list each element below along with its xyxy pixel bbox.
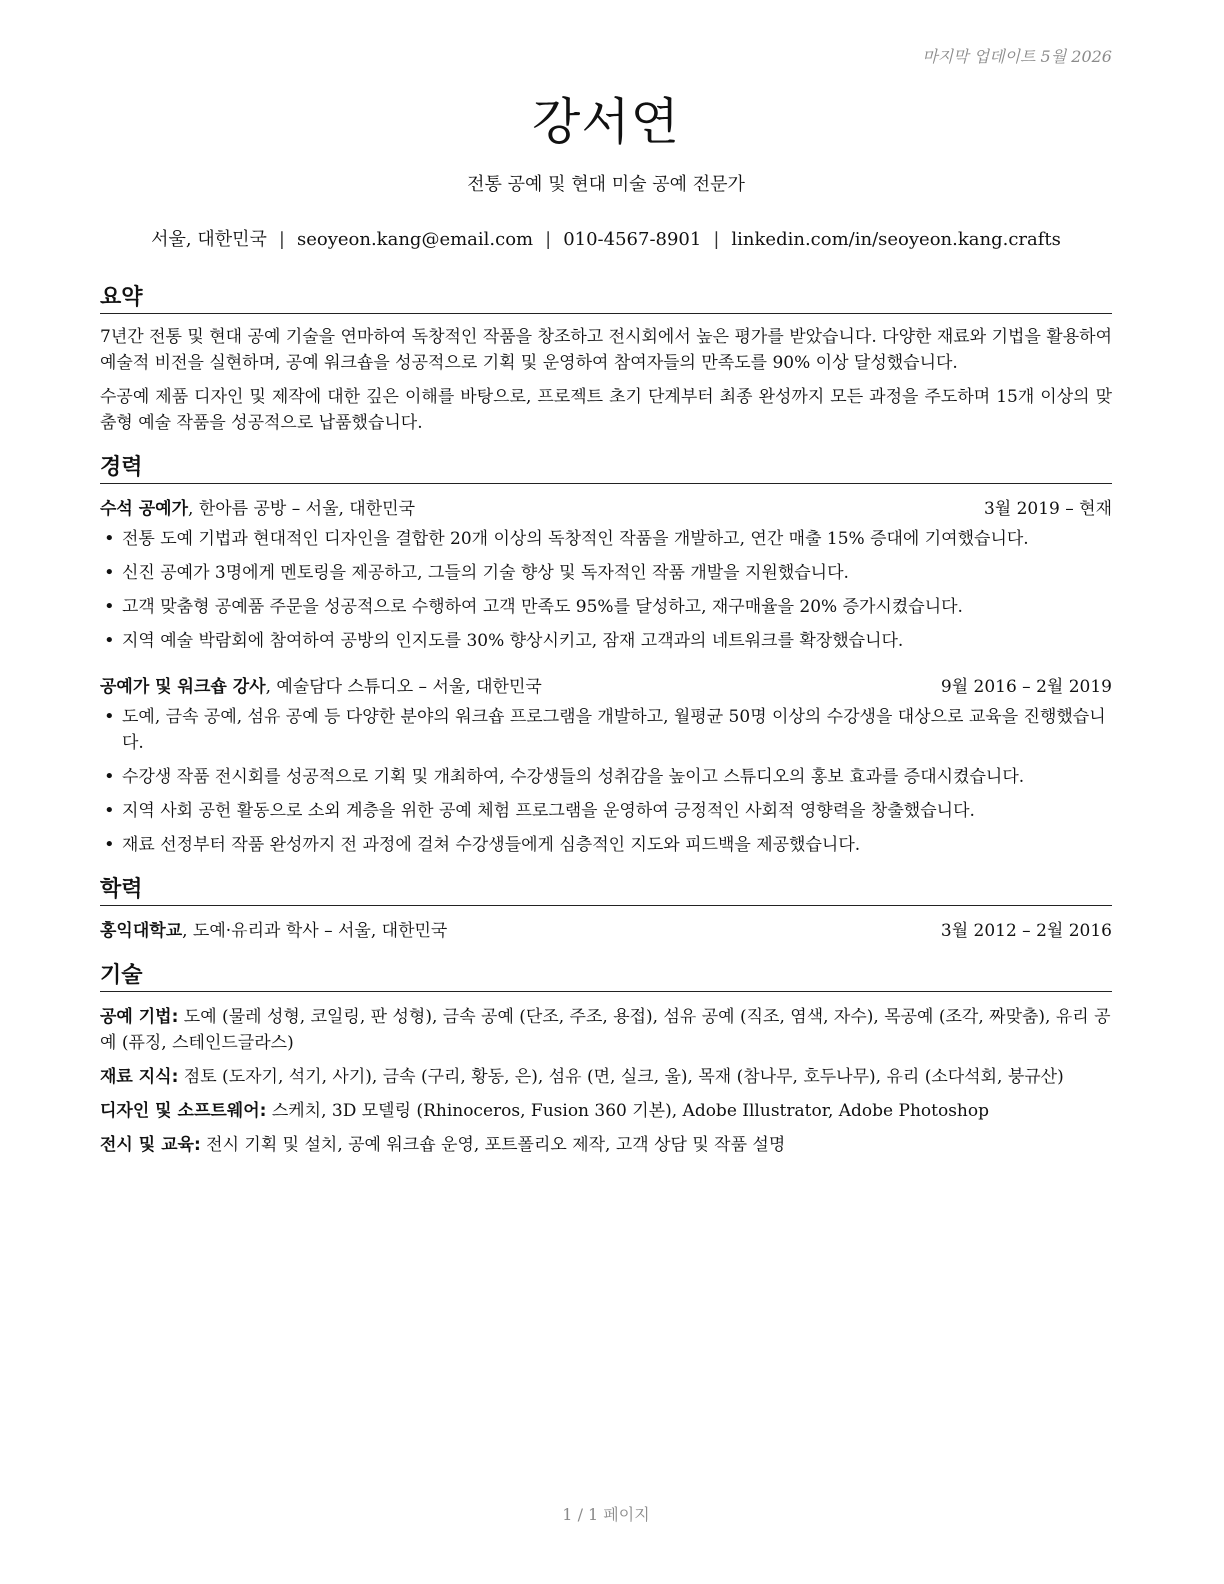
job-bullet: • 지역 사회 공헌 활동으로 소외 계층을 위한 공예 체험 프로그램을 운영하여 긍정적인 사회적 영향력을 창출했습니다. (100, 798, 1112, 824)
skill-label: 전시 및 교육: (100, 1135, 201, 1155)
education-detail: , 도예·유리과 학사 – 서울, 대한민국 (182, 921, 448, 941)
contact-separator: | (278, 229, 285, 250)
job-bullet: • 지역 예술 박람회에 참여하여 공방의 인지도를 30% 향상시키고, 잠재 고객과의 네트워크를 확장했습니다. (100, 628, 1112, 654)
section-heading-experience: 경력 (100, 450, 1112, 484)
school-name: 홍익대학교 (100, 921, 183, 941)
job-bullet: • 도예, 금속 공예, 섬유 공예 등 다양한 분야의 워크숍 프로그램을 개발하고, 월평균 50명 이상의 수강생을 대상으로 교육을 진행했습니다. (100, 704, 1112, 756)
section-heading-summary: 요약 (100, 280, 1112, 314)
skill-text: 스케치, 3D 모델링 (Rhinoceros, Fusion 360 기본), Adobe Illustrator, Adobe Photoshop (266, 1101, 989, 1121)
contact-email[interactable]: seoyeon.kang@email.com (296, 229, 534, 250)
job-org: , 예술담다 스튜디오 – 서울, 대한민국 (265, 677, 542, 697)
skill-text: 도예 (물레 성형, 코일링, 판 성형), 금속 공예 (단조, 주조, 용접), 섬유 공예 (직조, 염색, 자수), 목공예 (조각, 짜맞춤), 유리 공예 (퓨징, 스테인드글라스) (100, 1007, 1111, 1053)
skill-label: 재료 지식: (100, 1067, 179, 1087)
summary-section (100, 280, 1112, 436)
skills-section (100, 958, 1112, 1158)
job-bullet: • 신진 공예가 3명에게 멘토링을 제공하고, 그들의 기술 향상 및 독자적인 작품 개발을 지원했습니다. (100, 560, 1112, 586)
contact-phone: 010-4567-8901 (563, 229, 702, 250)
job-entry (100, 674, 1112, 858)
summary-paragraph: 7년간 전통 및 현대 공예 기술을 연마하여 독창적인 작품을 창조하고 전시회에서 높은 평가를 받았습니다. 다양한 재료와 기법을 활용하여 예술적 비전을 실현하며, 공예 워크숍을 성공적으로 기획 및 운영하여 참여자들의 만족도를 90% 이상 달성했습니다. (100, 327, 1112, 373)
skill-line (100, 1098, 1112, 1124)
resume-page (100, 0, 1112, 1584)
skill-label: 디자인 및 소프트웨어: (100, 1101, 267, 1121)
education-dates: 3월 2012 – 2월 2016 (940, 921, 1112, 941)
skill-text: 점토 (도자기, 석기, 사기), 금속 (구리, 황동, 은), 섬유 (면, 실크, 울), 목재 (참나무, 호두나무), 유리 (소다석회, 붕규산) (178, 1067, 1064, 1087)
section-heading-education: 학력 (100, 872, 1112, 906)
education-entry (100, 918, 1112, 944)
contact-location: 서울, 대한민국 (151, 229, 267, 250)
skill-line (100, 1132, 1112, 1158)
contact-linkedin[interactable]: linkedin.com/in/seoyeon.kang.crafts (731, 229, 1061, 250)
tagline: 전통 공예 및 현대 미술 공예 전문가 (467, 174, 745, 195)
job-entry (100, 496, 1112, 654)
job-header (100, 496, 1112, 522)
job-bullet: • 고객 맞춤형 공예품 주문을 성공적으로 수행하여 고객 만족도 95%를 달성하고, 재구매율을 20% 증가시켰습니다. (100, 594, 1112, 620)
page-indicator: 1 / 1 페이지 (562, 1505, 650, 1524)
job-org: , 한아름 공방 – 서울, 대한민국 (188, 499, 415, 519)
skill-line (100, 1004, 1112, 1056)
skill-line (100, 1064, 1112, 1090)
job-bullets (100, 526, 1112, 654)
candidate-name: 강서연 (532, 93, 680, 151)
summary-paragraph: 수공예 제품 디자인 및 제작에 대한 깊은 이해를 바탕으로, 프로젝트 초기 단계부터 최종 완성까지 모든 과정을 주도하며 15개 이상의 맞춤형 예술 작품을 성공적으로 납품했습니다. (100, 387, 1112, 433)
job-header (100, 674, 1112, 700)
job-bullets (100, 704, 1112, 858)
contact-separator: | (545, 229, 552, 250)
skill-text: 전시 기획 및 설치, 공예 워크숍 운영, 포트폴리오 제작, 고객 상담 및 작품 설명 (200, 1135, 786, 1155)
job-dates: 3월 2019 – 현재 (983, 499, 1112, 519)
job-title: 수석 공예가 (100, 499, 189, 519)
contact-line (100, 225, 1112, 251)
last-updated: 마지막 업데이트 5월 2026 (922, 47, 1112, 66)
contact-separator: | (713, 229, 720, 250)
section-heading-skills: 기술 (100, 958, 1112, 992)
experience-section (100, 450, 1112, 858)
resume-body (100, 280, 1112, 1172)
job-title: 공예가 및 워크숍 강사 (100, 677, 266, 697)
education-section (100, 872, 1112, 944)
job-dates: 9월 2016 – 2월 2019 (940, 677, 1112, 697)
job-bullet: • 수강생 작품 전시회를 성공적으로 기획 및 개최하여, 수강생들의 성취감을 높이고 스튜디오의 홍보 효과를 증대시켰습니다. (100, 764, 1112, 790)
job-bullet: • 전통 도예 기법과 현대적인 디자인을 결합한 20개 이상의 독창적인 작품을 개발하고, 연간 매출 15% 증대에 기여했습니다. (100, 526, 1112, 552)
job-bullet: • 재료 선정부터 작품 완성까지 전 과정에 걸쳐 수강생들에게 심층적인 지도와 피드백을 제공했습니다. (100, 832, 1112, 858)
skill-label: 공예 기법: (100, 1007, 179, 1027)
